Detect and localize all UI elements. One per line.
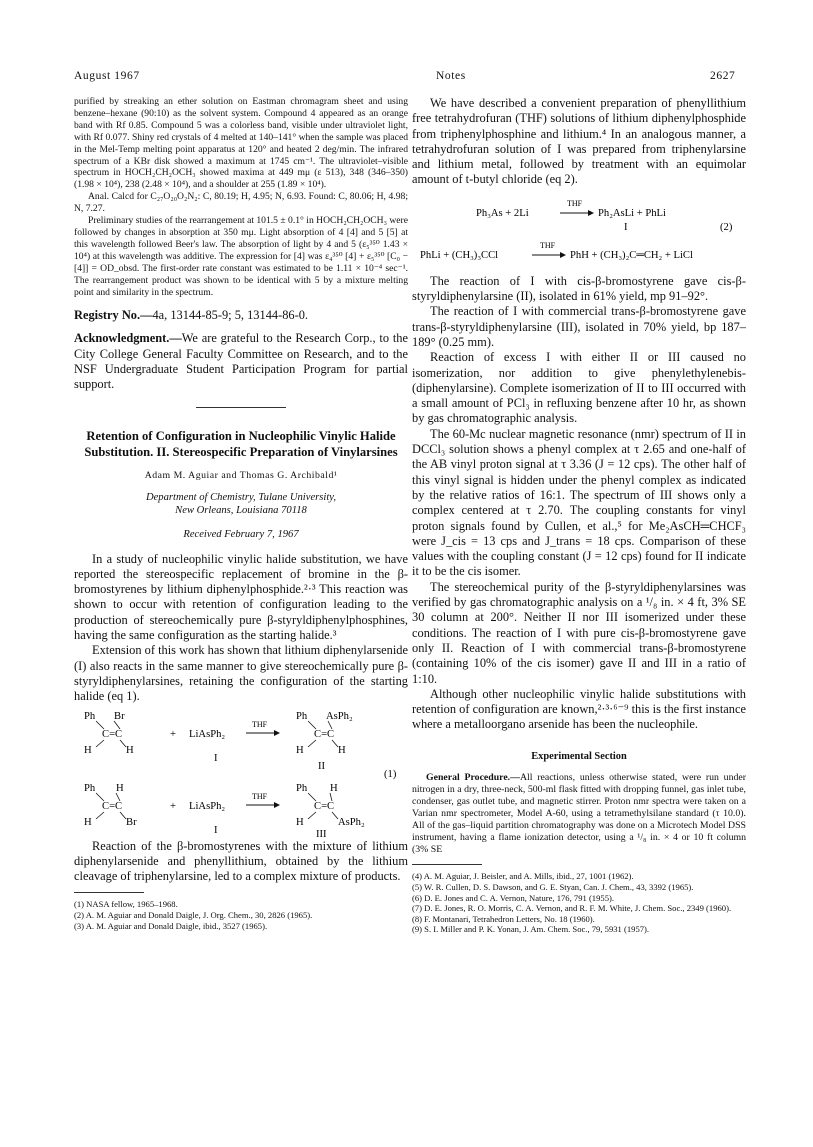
acknowledgment	[74, 331, 408, 392]
right-column	[412, 96, 746, 935]
footnote-5: (5) W. R. Cullen, D. S. Dawson, and G. E. Styan, Can. J. Chem., 43, 3392 (1965).	[412, 881, 694, 892]
eq2-number: (2)	[720, 221, 733, 233]
scheme-asph2-II: AsPh₂	[326, 710, 353, 722]
eq2-line2-left: PhLi + (CH₃)₃CCl	[420, 249, 499, 261]
cis-reaction-paragraph: The reaction of I with cis-β-bromostyrene gave cis-β-styryldiphenylarsine (II), isolated in 61% yield, mp 91–92°.	[412, 273, 746, 304]
received-date: Received February 7, 1967	[183, 528, 299, 540]
scheme-thf-1: THF	[252, 719, 268, 729]
scheme-h1-cis: H	[84, 744, 92, 756]
registry-numbers	[74, 308, 408, 323]
scheme-reagent-1: LiAsPh₂	[189, 728, 226, 740]
article-title: Retention of Configuration in Nucleophilic Vinylic Halide Substitution. II. Stereospecific Preparation of Vinylarsines	[84, 428, 398, 459]
purity-paragraph: The stereochemical purity of the β-styryldiphenylarsines was verified by gas chromatographic analysis on a ¹/₈ in. × 4 ft, 3% SE 30 column at 200°. Neither II nor III isomerized under these conditions. The reaction of I with pure cis-β-bromostyrene gave only II. Reaction of I with commercial trans-β-bromostyrene (containing 10% of the cis isomer) gave II and III in a ratio of 1:10.	[412, 579, 746, 686]
scheme-h2-II: H	[338, 744, 346, 756]
scheme-h2-cis: H	[126, 744, 134, 756]
scheme-cc-cis: C=C	[102, 728, 123, 740]
eq2-label-I: I	[624, 221, 628, 233]
footnote-9: (9) S. I. Miller and P. K. Yonan, J. Am. Chem. Soc., 79, 5931 (1957).	[412, 924, 650, 935]
scheme-cc-III: C=C	[314, 800, 335, 812]
scheme-cc-II: C=C	[314, 728, 335, 740]
scheme-h-III-top: H	[330, 782, 338, 794]
running-header-section: Notes	[436, 70, 466, 82]
preparation-paragraph: We have described a convenient preparation of phenyllithium free tetrahydrofuran (THF) solutions of lithium diphenylphosphide from triphenylphosphine and lithium.⁴ In an analogous manner, a tetrahydrofuran solution of I was prepared from triphenylarsine and lithium metal, followed by treatment with an equimolar amount of t-butyl chloride (eq 2).	[412, 96, 746, 187]
affiliation-line-2: New Orleans, Louisiana 70118	[175, 504, 307, 516]
registry-label: Registry No.—	[74, 308, 153, 323]
footnote-rule-left	[74, 892, 144, 893]
nmr-paragraph: The 60-Mc nuclear magnetic resonance (nmr) spectrum of II in DCCl₃ solution shows a phenyl complex at τ 2.65 and one-half of the AB vinyl proton signal at τ 3.36 (J = 12 cps). The other half of this vinyl signal is hidden under the phenyl complex as indicated by the relative ratios of 16:1. The spectrum of III shows only a complex centered at τ 2.70. The coupling constants for vinyl proton signals found by Cullen, et al.,⁵ for Me₂AsCH═CHCF₃ were J_cis = 13 cps and J_trans = 18 cps. Comparison of these values with the coupling constant (J = 12 cps) found for II indicate it to be the cis isomer.	[412, 426, 746, 579]
scheme-reagent-label-1: I	[214, 752, 218, 764]
footnote-4: (4) A. M. Aguiar, J. Beisler, and A. Mills, ibid., 27, 1001 (1962).	[412, 871, 634, 882]
scheme-eq-number: (1)	[384, 768, 397, 780]
scheme-h-trans-top: H	[116, 782, 124, 794]
running-header-date: August 1967	[74, 70, 140, 82]
author-affiliation	[74, 491, 408, 517]
intro-paragraph: In a study of nucleophilic vinylic halide substitution, we have reported the stereospecific replacement of bromine in the β-bromostyrenes by lithium diphenylphosphide.²·³ This reaction was shown to occur with retention of configuration leading to the production of stereochemically pure β-styryldiphenylphosphines, having the same configuration as the starting halide.³	[74, 551, 408, 643]
rearrangement-paragraph: Preliminary studies of the rearrangement at 101.5 ± 0.1° in HOCH₂CH₂OCH₃ were followed by changes in absorption at 350 mμ. Light absorption of 4 [4] and 5 [5] at this wavelength followed Beer's law. The absorption of light by 4 and 5 (ε₅³⁵⁰ 1.43 × 10⁴) at this wavelength was additive. The expression for [4] was ε₄³⁵⁰ [4] + ε₅³⁵⁰ [C₀ − [4]] = OD_obsd. The first-order rate constant was estimated to be 1.11 × 10⁻⁴ sec⁻¹. The rearrangement product was shown to be identical with 5 by a mixture melting point and similarity in the spectrum.	[74, 215, 408, 298]
scheme-ph-product-III: Ph	[296, 782, 308, 794]
scheme-label-III: III	[316, 828, 327, 837]
scheme-h1-II: H	[296, 744, 304, 756]
acknowledgment-text: We are grateful to the Research Corp., to the City College General Faculty Committee on Research, and to the NSF Undergraduate Student Participation Program for partial support.	[74, 331, 408, 392]
eq2-line1-right: Ph₂AsLi + PhLi	[598, 207, 666, 219]
footnote-6: (6) D. E. Jones and C. A. Vernon, Nature, 176, 791 (1955).	[412, 892, 615, 903]
scheme-ph-cis: Ph	[84, 710, 96, 722]
page-number: 2627	[710, 70, 736, 82]
isomerization-paragraph: Reaction of excess I with either II or III caused no isomerization, nor addition to give phenylethylenebis-(diphenylarsine). Complete isomerization of II to III occurred with a small amount of PCl₃ in refluxing benzene after 10 hr, as shown by gas chromatographic analysis.	[412, 350, 746, 426]
scheme-plus-1: +	[170, 728, 176, 740]
extension-paragraph: Extension of this work has shown that lithium diphenylarsenide (I) also reacts in the same manner to give stereochemically pure β-styryldiphenylarsines, retaining the configuration of the starting halide (eq 1).	[74, 643, 408, 704]
trans-reaction-paragraph: The reaction of I with commercial trans-β-bromostyrene gave trans-β-styryldiphenylarsine (III), isolated in 70% yield, bp 187–189° (0.25 mm).	[412, 304, 746, 349]
scheme-br-cis: Br	[114, 710, 125, 722]
scheme-thf-2: THF	[252, 791, 268, 801]
scheme-h-trans-bottom: H	[84, 816, 92, 828]
complex-mixture-paragraph: Reaction of the β-bromostyrenes with the mixture of lithium diphenylarsenide and phenyllithium, obtained by the lithium cleavage of triphenylarsine, led to a complex mixture of products.	[74, 838, 408, 884]
conclusion-paragraph: Although other nucleophilic vinylic halide substitutions with retention of configuration are known,²·³·⁶⁻⁹ this is the first instance where a metalloorgano arsenide has been the nucleophile.	[412, 686, 746, 732]
scheme-asph2-III: AsPh₂	[338, 816, 365, 828]
article-divider	[196, 407, 286, 408]
article-authors: Adam M. Aguiar and Thomas G. Archibald¹	[144, 469, 338, 481]
scheme-ph-trans: Ph	[84, 782, 96, 794]
footnote-1: (1) NASA fellow, 1965–1968.	[74, 899, 178, 910]
scheme-label-II: II	[318, 760, 326, 772]
eq2-line2-right: PhH + (CH₃)₂C═CH₂ + LiCl	[570, 249, 693, 261]
registry-values: 4a, 13144-85-9; 5, 13144-86-0.	[152, 308, 309, 323]
footnote-7: (7) D. E. Jones, R. O. Morris, C. A. Vernon, and R. F. M. White, J. Chem. Soc., 2349 (1960).	[412, 903, 732, 914]
scheme-reagent-2: LiAsPh₂	[189, 800, 226, 812]
scheme-ph-product-II: Ph	[296, 710, 308, 722]
scheme-cc-trans: C=C	[102, 800, 123, 812]
scheme-br-trans: Br	[126, 816, 137, 828]
experimental-section-heading: Experimental Section	[531, 750, 627, 762]
equation-2	[412, 196, 746, 268]
experimental-continued-paragraph: purified by streaking an ether solution on Eastman chromagram sheet and using benzene–hexane (90:10) as the solvent system. Compound 4 appeared as an orange band with Rf 0.85. Compound 5 was a colorless band, visible under ultraviolet light, with Rf 0.077. Shiny red crystals of 4 melted at 140–141° when the sample was placed in the Mel-Temp melting point apparatus at 120° and heated 2 deg/min. The infrared spectrum of a KBr disk showed a maximum at 1745 cm⁻¹. The ultraviolet–visible spectrum in HOCH₂CH₂OCH₃ showed maxima at 449 mμ (ε 513), 348 (346–350) (1.98 × 10⁴), 238 (2.48 × 10⁴), and a shoulder at 255 (1.89 × 10⁴).	[74, 96, 408, 191]
general-procedure-text: All reactions, unless otherwise stated, were run under nitrogen in a dry, three-neck, 500-ml flask fitted with dropping funnel, gas inlet tube, condenser, gas outlet tube, and magnetic stirrer. Proton nmr spectra were taken on a Varian nmr spectrometer, Model A-60, using a tetramethylsilane standard (τ 10.0). All of the gas–liquid partition chromatography was done on a Microtech Model DSS instrument, having a flame ionization detector, using a ¹/₈ in. × 4 or 10 ft column (3% SE	[412, 771, 746, 856]
footnote-2: (2) A. M. Aguiar and Donald Daigle, J. Org. Chem., 30, 2826 (1965).	[74, 910, 313, 921]
left-column	[74, 96, 408, 931]
footnote-3: (3) A. M. Aguiar and Donald Daigle, ibid., 3527 (1965).	[74, 920, 268, 931]
acknowledgment-label: Acknowledgment.—	[74, 331, 182, 346]
general-procedure	[412, 772, 746, 857]
general-procedure-label: General Procedure.—	[426, 771, 520, 783]
analysis-paragraph: Anal. Calcd for C₂₇O₂₀O₂N₂: C, 80.19; H, 4.95; N, 6.93. Found: C, 80.06; H, 4.98; N, 7.27.	[74, 191, 408, 215]
eq2-line1-left: Ph₃As + 2Li	[476, 207, 529, 219]
footnote-8: (8) F. Montanari, Tetrahedron Letters, No. 18 (1960).	[412, 913, 595, 924]
footnote-rule-right	[412, 864, 482, 865]
eq2-thf-2: THF	[540, 240, 556, 250]
eq2-thf-1: THF	[567, 198, 583, 208]
reaction-scheme-eq1	[74, 709, 408, 837]
scheme-plus-2: +	[170, 800, 176, 812]
scheme-h-III-bottom: H	[296, 816, 304, 828]
scheme-reagent-label-2: I	[214, 824, 218, 836]
affiliation-line-1: Department of Chemistry, Tulane University,	[145, 491, 337, 503]
